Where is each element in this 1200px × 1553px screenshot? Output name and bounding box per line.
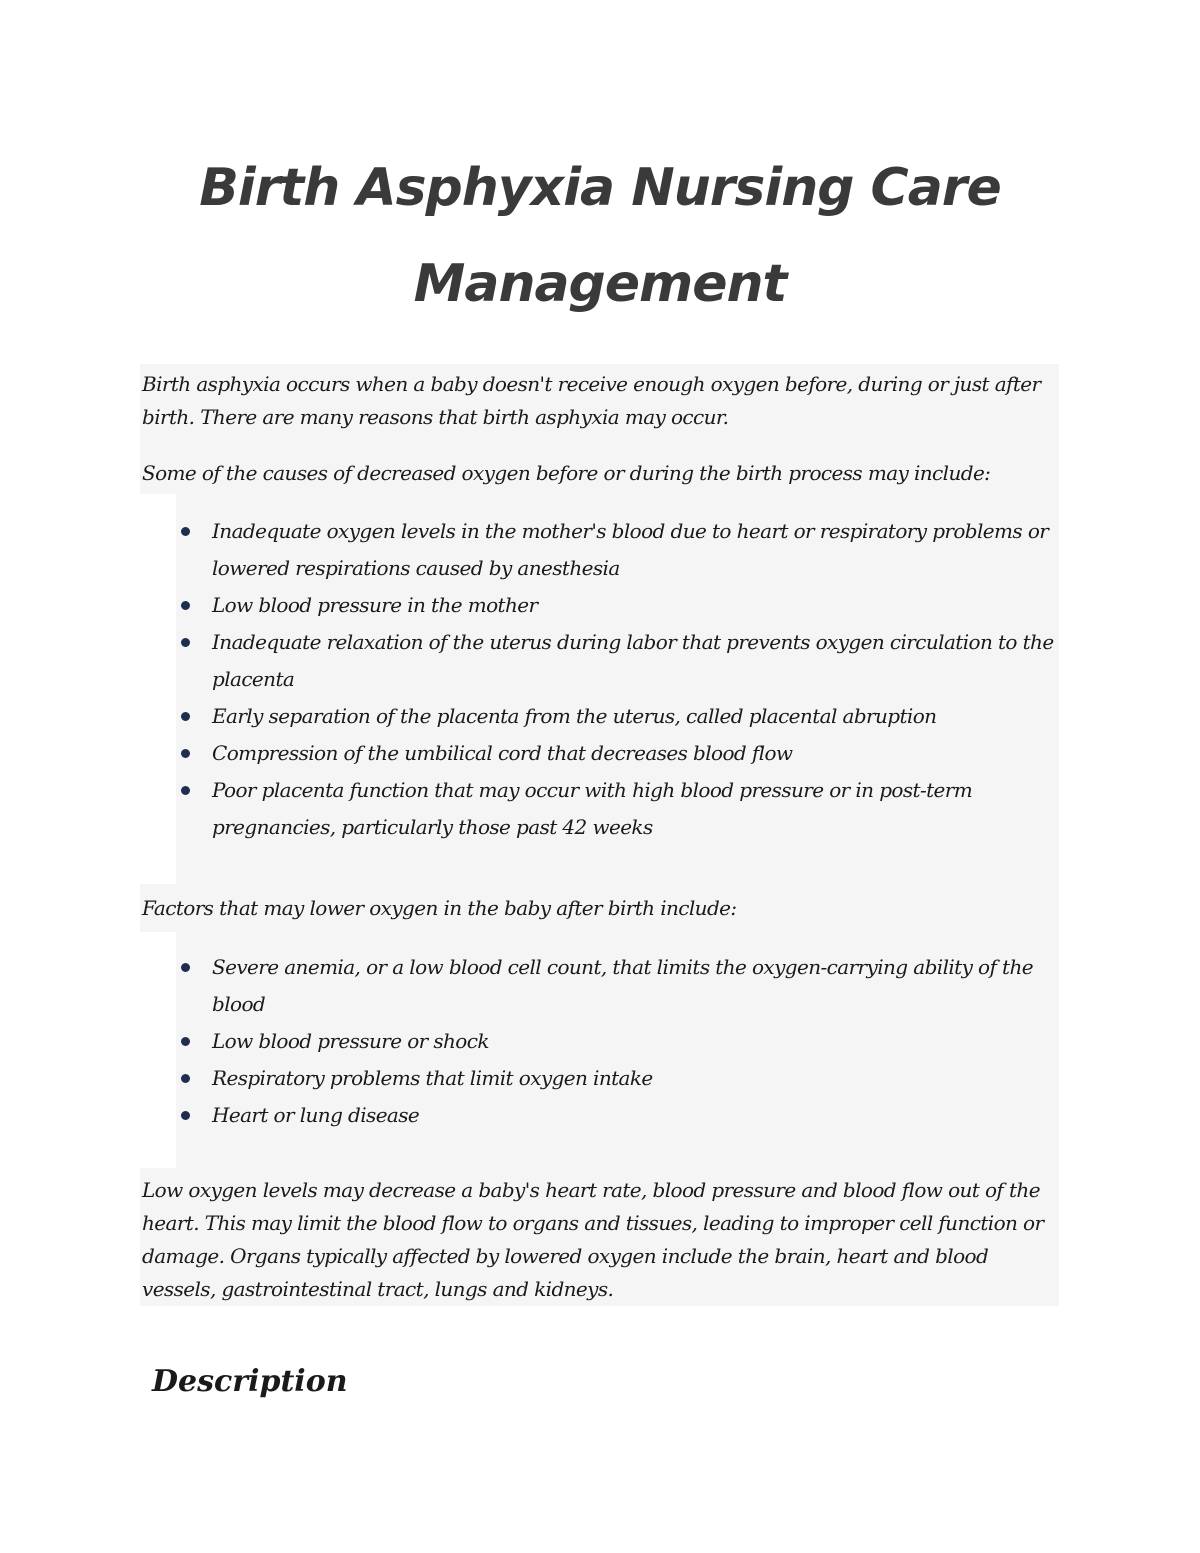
list-item-text: Low blood pressure in the mother	[212, 593, 538, 617]
page-title-line-2: Management	[413, 254, 787, 314]
section-heading-description: Description	[152, 1364, 348, 1399]
causes-after-list	[142, 949, 1057, 1134]
bullet-icon	[181, 712, 190, 721]
list-item	[142, 624, 1057, 698]
list-item-text: Early separation of the placenta from the uterus, called placental abruption	[212, 704, 937, 728]
lead-text: birth include:	[602, 896, 737, 920]
bullet-icon	[181, 601, 190, 610]
lead-emphasis-during: during	[629, 461, 694, 485]
page-title-line-1: Birth Asphyxia Nursing Care	[199, 158, 1001, 218]
bullet-icon	[181, 749, 190, 758]
list-item	[142, 1097, 1057, 1134]
list-item-text: Poor placenta function that may occur with high blood pressure or in post-term pregnancies, particularly those past 42 weeks	[212, 778, 973, 839]
bullet-icon	[181, 786, 190, 795]
page-title	[0, 140, 1200, 332]
list-item-text: Inadequate oxygen levels in the mother's blood due to heart or respiratory problems or lowered respirations caused by anesthesia	[212, 519, 1049, 580]
lead-text: the birth process may include:	[693, 461, 991, 485]
effects-paragraph: Low oxygen levels may decrease a baby's heart rate, blood pressure and blood flow out of the heart. This may limit the blood flow to organs and tissues, leading to improper cell function or damage. Organs typically affected by lowered oxygen include the brain, heart and blood vessels, gastrointestinal tract, lungs and kidneys.	[142, 1178, 1044, 1301]
list-item	[142, 735, 1057, 772]
bullet-icon	[181, 963, 190, 972]
bullet-icon	[181, 1074, 190, 1083]
bullet-icon	[181, 527, 190, 536]
lead-text: or	[597, 461, 630, 485]
list-item-text: Inadequate relaxation of the uterus during labor that prevents oxygen circulation to the placenta	[212, 630, 1054, 691]
list-item-text: Low blood pressure or shock	[212, 1029, 489, 1053]
list-item-text: Respiratory problems that limit oxygen intake	[212, 1066, 653, 1090]
list-item	[142, 587, 1057, 624]
causes-after-lead	[142, 892, 1057, 925]
lead-emphasis-after: after	[556, 896, 602, 920]
intro-paragraph: Birth asphyxia occurs when a baby doesn't receive enough oxygen before, during or just after birth. There are many reasons that birth asphyxia may occur.	[142, 372, 1041, 429]
list-item	[142, 772, 1057, 846]
bullet-icon	[181, 638, 190, 647]
list-item-text: Heart or lung disease	[212, 1103, 420, 1127]
causes-before-during-lead	[142, 457, 1057, 490]
list-item	[142, 1060, 1057, 1097]
list-item	[142, 1023, 1057, 1060]
lead-text: Some of the causes of decreased oxygen	[142, 461, 536, 485]
list-item	[142, 949, 1057, 1023]
bullet-icon	[181, 1111, 190, 1120]
list-item-text: Severe anemia, or a low blood cell count, that limits the oxygen-carrying ability of the blood	[212, 955, 1034, 1016]
list-item-text: Compression of the umbilical cord that decreases blood flow	[212, 741, 793, 765]
list-item	[142, 698, 1057, 735]
causes-before-during-list	[142, 513, 1057, 846]
bullet-icon	[181, 1037, 190, 1046]
lead-emphasis-before: before	[535, 461, 598, 485]
list-item	[142, 513, 1057, 587]
lead-text: Factors that may lower oxygen in the baby	[142, 896, 557, 920]
